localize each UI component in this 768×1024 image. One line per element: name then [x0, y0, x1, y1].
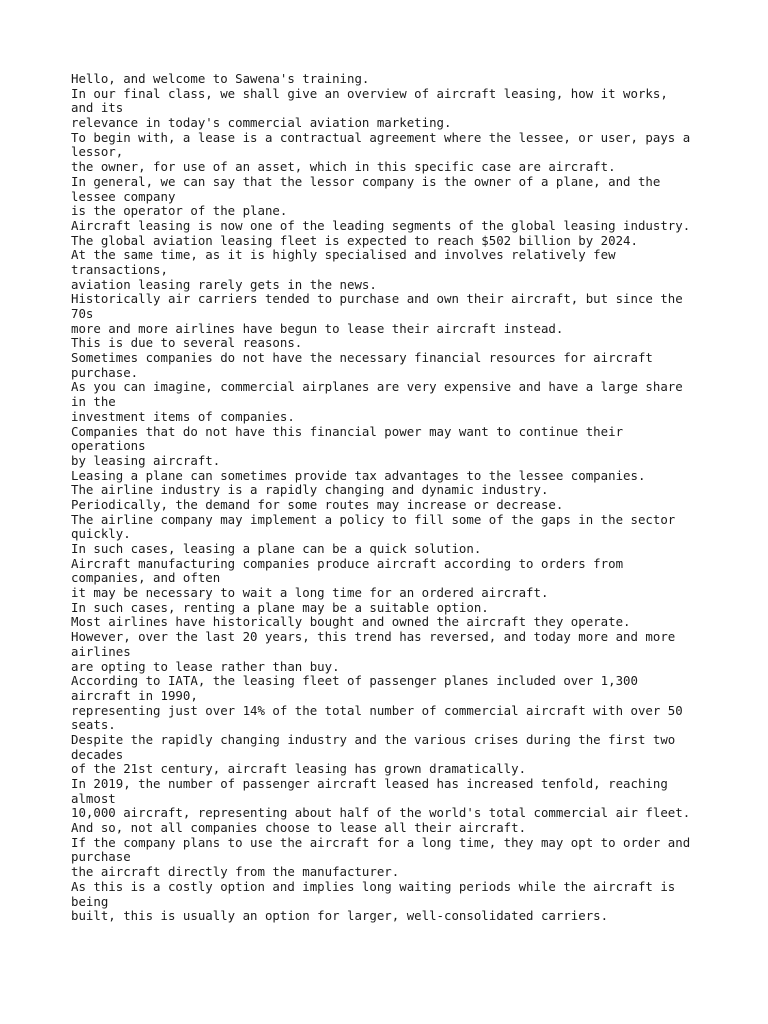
- text-line: And so, not all companies choose to lease all their aircraft.: [71, 820, 527, 836]
- text-line: quickly.: [71, 526, 131, 542]
- text-line: representing just over 14% of the total number of commercial aircraft with over 50: [71, 702, 683, 718]
- text-line: Companies that do not have this financial power may want to continue their: [71, 423, 624, 439]
- text-line: decades: [71, 746, 124, 762]
- text-line: In such cases, leasing a plane can be a quick solution.: [71, 541, 482, 556]
- text-line: Despite the rapidly changing industry and the various crises during the first two: [71, 731, 676, 747]
- text-line: relevance in today's commercial aviation marketing.: [71, 115, 452, 131]
- text-line: In general, we can say that the lessor company is the owner of a plane, and the: [71, 173, 661, 189]
- text-line: built, this is usually an option for larger, well-consolidated carriers.: [71, 908, 609, 924]
- text-line: Aircraft manufacturing companies produce aircraft according to orders from: [71, 555, 624, 571]
- text-line: operations: [71, 438, 146, 454]
- text-line: aviation leasing rarely gets in the news.: [71, 276, 377, 292]
- text-line: The global aviation leasing fleet is expected to reach $502 billion by 2024.: [71, 232, 638, 248]
- text-line: To begin with, a lease is a contractual agreement where the lessee, or user, pays a: [71, 129, 691, 145]
- document-body: [71, 72, 731, 924]
- text-line: airlines: [71, 643, 131, 659]
- text-line: The airline industry is a rapidly changing and dynamic industry.: [71, 482, 549, 498]
- text-line: As you can imagine, commercial airplanes are very expensive and have a large share: [71, 379, 683, 395]
- text-line: 70s: [71, 306, 94, 321]
- text-line: being: [71, 893, 109, 909]
- text-line: This is due to several reasons.: [71, 335, 303, 351]
- text-line: However, over the last 20 years, this trend has reversed, and today more and more: [71, 629, 676, 645]
- text-line: In 2019, the number of passenger aircraft leased has increased tenfold, reaching: [71, 776, 668, 791]
- text-line: of the 21st century, aircraft leasing has grown dramatically.: [71, 761, 527, 777]
- text-line: Aircraft leasing is now one of the leading segments of the global leasing industry.: [71, 217, 691, 233]
- text-line: in the: [71, 394, 116, 410]
- text-line: are opting to lease rather than buy.: [71, 658, 340, 674]
- text-line: The airline company may implement a policy to fill some of the gaps in the sector: [71, 511, 676, 527]
- text-line: and its: [71, 100, 124, 116]
- text-line: In our final class, we shall give an overview of aircraft leasing, how it works,: [71, 85, 668, 101]
- text-line: it may be necessary to wait a long time for an ordered aircraft.: [71, 585, 549, 601]
- text-line: purchase.: [71, 364, 139, 380]
- text-line: As this is a costly option and implies long waiting periods while the aircraft is: [71, 878, 676, 894]
- text-line: Leasing a plane can sometimes provide tax advantages to the lessee companies.: [71, 467, 646, 483]
- text-line: seats.: [71, 717, 116, 733]
- text-line: aircraft in 1990,: [71, 687, 198, 703]
- text-line: by leasing aircraft.: [71, 452, 221, 468]
- text-line: is the operator of the plane.: [71, 203, 288, 219]
- text-line: Periodically, the demand for some routes may increase or decrease.: [71, 496, 564, 512]
- text-line: 10,000 aircraft, representing about half of the world's total commercial air fleet.: [71, 805, 691, 821]
- text-line: According to IATA, the leasing fleet of passenger planes included over 1,300: [71, 673, 638, 689]
- text-line: almost: [71, 790, 116, 806]
- text-line: transactions,: [71, 261, 168, 277]
- text-line: Hello, and welcome to Sawena's training.: [71, 71, 370, 86]
- text-line: In such cases, renting a plane may be a suitable option.: [71, 599, 489, 615]
- text-line: the owner, for use of an asset, which in this specific case are aircraft.: [71, 159, 616, 175]
- text-line: lessor,: [71, 144, 124, 160]
- text-line: more and more airlines have begun to lease their aircraft instead.: [71, 320, 564, 336]
- text-line: purchase: [71, 849, 131, 865]
- text-line: lessee company: [71, 188, 176, 204]
- text-line: investment items of companies.: [71, 408, 295, 424]
- text-line: If the company plans to use the aircraft for a long time, they may opt to order and: [71, 834, 691, 850]
- text-line: Historically air carriers tended to purchase and own their aircraft, but since the: [71, 291, 683, 307]
- text-line: Sometimes companies do not have the necessary financial resources for aircraft: [71, 350, 653, 366]
- text-line: Most airlines have historically bought and owned the aircraft they operate.: [71, 614, 631, 630]
- text-line: the aircraft directly from the manufacturer.: [71, 864, 400, 880]
- text-line: At the same time, as it is highly specialised and involves relatively few: [71, 247, 616, 263]
- text-line: companies, and often: [71, 570, 221, 586]
